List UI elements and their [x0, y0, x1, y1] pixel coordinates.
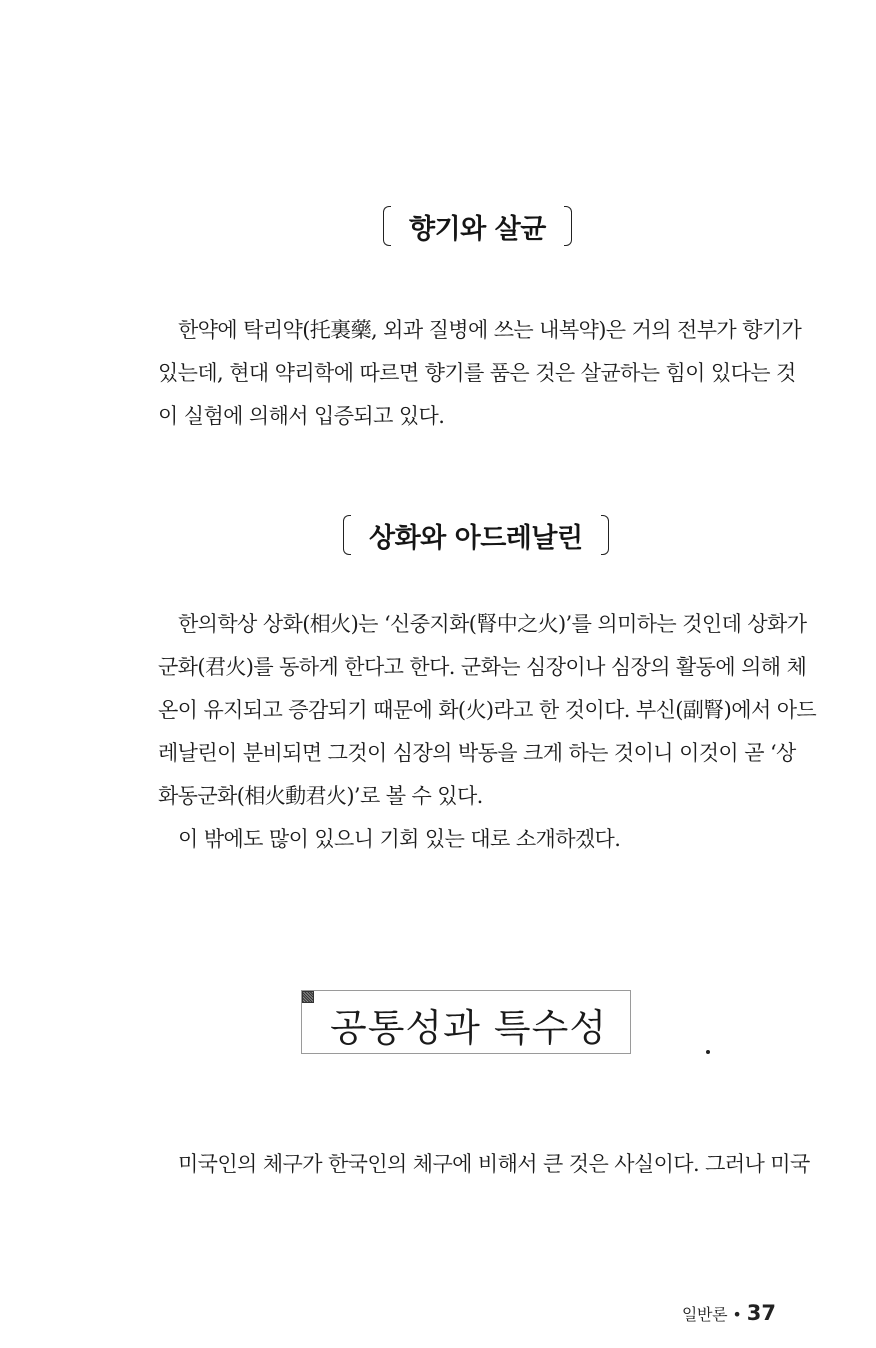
- text-line: 화동군화(相火動君火)’로 볼 수 있다.: [158, 784, 483, 808]
- footer-separator: •: [732, 1305, 742, 1324]
- paragraph-aroma: [158, 309, 802, 438]
- text-line: 한의학상 상화(相火)는 ‘신중지화(腎中之火)’를 의미하는 것인데 상화가: [178, 612, 807, 636]
- section-title: 공통성과 특수성: [330, 1006, 608, 1050]
- text-line: 군화(君火)를 동하게 한다고 한다. 군화는 심장이나 심장의 활동에 의해 체: [158, 655, 807, 679]
- text-line: 이 밖에도 많이 있으니 기회 있는 대로 소개하겠다.: [178, 827, 621, 851]
- subheading-sanghwa-adrenaline: [343, 515, 609, 555]
- footer-chapter-label: 일반론: [681, 1305, 728, 1324]
- right-bracket: [601, 515, 609, 555]
- right-bracket: [564, 206, 572, 246]
- page-number: 37: [746, 1301, 776, 1325]
- paragraph-commonality: [158, 1143, 810, 1186]
- section-title-box: [301, 990, 631, 1054]
- text-line: 이 실험에 의해서 입증되고 있다.: [158, 404, 445, 428]
- text-line: 온이 유지되고 증감되기 때문에 화(火)라고 한 것이다. 부신(副腎)에서 아드: [158, 698, 817, 722]
- page-footer: [682, 1301, 776, 1325]
- subheading-text: 상화와 아드레날린: [369, 522, 583, 554]
- text-line: 한약에 탁리약(托裏藥, 외과 질병에 쓰는 내복약)은 거의 전부가 향기가: [178, 318, 802, 342]
- subheading-aroma-sterilization: [383, 206, 572, 246]
- subheading-text: 향기와 살균: [409, 213, 546, 245]
- left-bracket: [383, 206, 391, 246]
- text-line: 미국인의 체구가 한국인의 체구에 비해서 큰 것은 사실이다. 그러나 미국: [178, 1152, 810, 1176]
- section-marker-icon: [302, 991, 314, 1003]
- text-line: 있는데, 현대 약리학에 따르면 향기를 품은 것은 살균하는 힘이 있다는 것: [158, 361, 796, 385]
- paragraph-sanghwa: [158, 603, 817, 861]
- left-bracket: [343, 515, 351, 555]
- print-speck: [706, 1050, 710, 1054]
- text-line: 레날린이 분비되면 그것이 심장의 박동을 크게 하는 것이니 이것이 곧 ‘상: [158, 741, 796, 765]
